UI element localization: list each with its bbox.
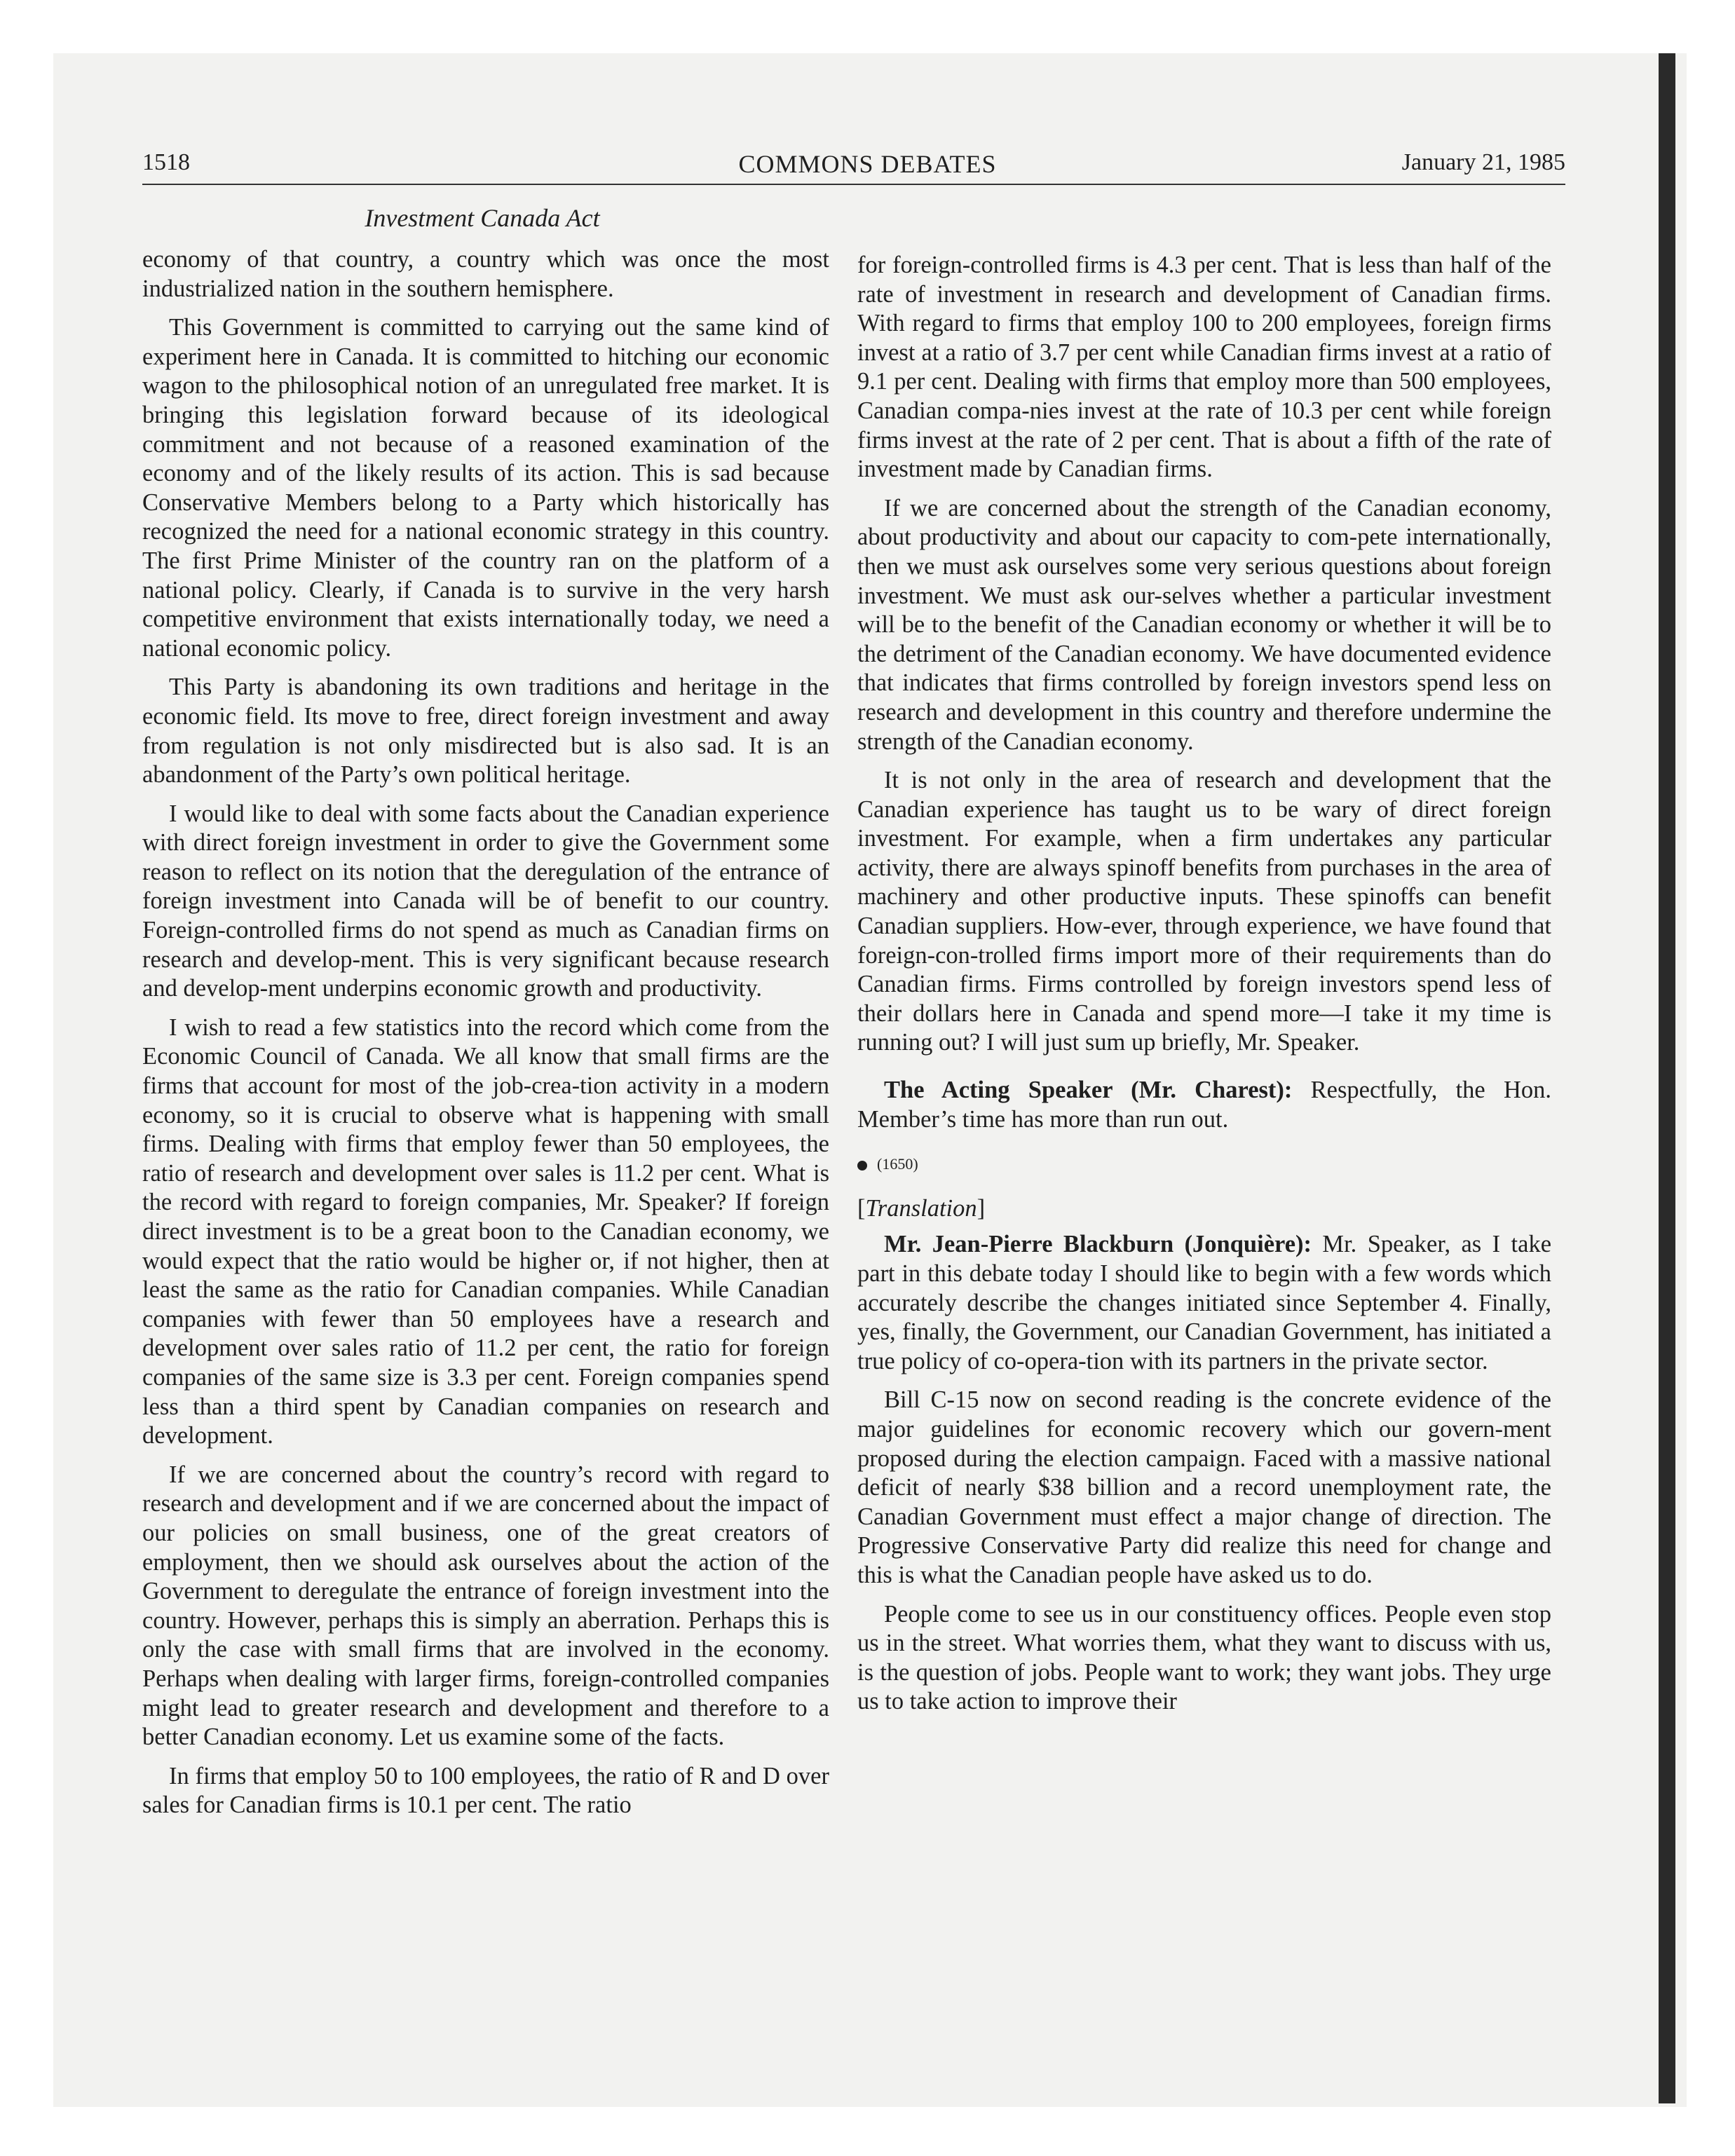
page-number: 1518 — [142, 149, 190, 175]
paragraph: If we are concerned about the country’s record with regard to research and development and if we are concerned about the impact of our policies on small business, one of the great creators of employment, then we should ask ourselves about the action of the Government to deregulate the entrance of foreign investment into the country. However, perhaps this is simply an aberration. Perhaps this is only the case with small firms that are involved in the economy. Perhaps when dealing with larger firms, foreign-controlled companies might lead to greater research and development and therefore to a better Canadian economy. Let us examine some of the facts. — [142, 1461, 829, 1751]
publication-title: COMMONS DEBATES — [738, 150, 997, 178]
paragraph: It is not only in the area of research and development that the Canadian experience has taught us to be wary of direct foreign investment. For example, when a firm undertakes any particular activity, there are always spinoff benefits from purchases in the area of machinery and other productive inputs. These spinoffs can benefit Canadian suppliers. How-ever, through experience, we have found that foreign-con-trolled firms import more of their requirements than do Canadian firms. Firms controlled by foreign investors spend less of their dollars here in Canada and spend more—I take it my time is running out? I will just sum up briefly, Mr. Speaker. — [857, 767, 1551, 1056]
time-marker-label: (1650) — [877, 1155, 918, 1173]
speaker-name: Mr. Jean-Pierre Blackburn (Jonquière): — [884, 1231, 1312, 1258]
paragraph: This Party is abandoning its own traditions and heritage in the economic field. Its move to free, direct foreign investment and away from regulation is not only misdirected but is also sad. It is an abandonment of the Party’s own political heritage. — [142, 674, 829, 789]
publication-date: January 21, 1985 — [1401, 149, 1565, 175]
translation-label: [Translation] — [857, 1194, 986, 1222]
paragraph: People come to see us in our constituency offices. People even stop us in the street. What worries them, what they want to discuss with us, is the question of jobs. People want to work; they want jobs. They urge us to take action to improve their — [857, 1600, 1551, 1715]
translation-label-text: Translation — [865, 1194, 977, 1222]
paragraph: I wish to read a few statistics into the record which come from the Economic Council of Canada. We all know that small firms are the firms that account for most of the job-crea-tion activity in a modern economy, so it is crucial to observe what is happening with small firms. Dealing with firms that employ fewer than 50 employees, the ratio of research and development over sales is 11.2 per cent. What is the record with regard to foreign companies, Mr. Speaker? If foreign direct investment is to be a great boon to the Canadian economy, we would expect that the ratio would be higher or, if not higher, then at least the same as the ratio for Canadian companies. While Canadian companies with fewer than 50 employees have a research and development over sales ratio of 11.2 per cent, the ratio for foreign companies of the same size is 3.3 per cent. Foreign companies spend less than a third spent by Canadian companies on research and development. — [142, 1014, 829, 1449]
speech-text: Mr. Speaker, as I take part in this debate today I should like to begin with a few words which accurately describe the changes initiated since September 4. Finally, yes, finally, the Government, our Canadian Government, has initiated a true policy of co-opera-tion with its partners in the private sector. — [857, 1231, 1552, 1374]
paragraph: In firms that employ 50 to 100 employees, the ratio of R and D over sales for Canadian firms is 10.1 per cent. The ratio — [142, 1762, 829, 1819]
speech-acting-speaker — [857, 1076, 1551, 1134]
paragraph: Bill C-15 now on second reading is the concrete evidence of the major guidelines for economic recovery which our govern-ment proposed during the election campaign. Faced with a massive national deficit of nearly $38 billion and a record unemployment rate, the Canadian Government must effect a major change of direction. The Progressive Conservative Party did realize this need for change and this is what the Canadian people have asked us to do. — [857, 1386, 1551, 1588]
left-column — [142, 245, 829, 1830]
speech-blackburn — [857, 1230, 1551, 1376]
paragraph: If we are concerned about the strength of the Canadian economy, about productivity and about our capacity to com-pete internationally, then we must ask ourselves some very serious questions about foreign investment. We must ask our-selves whether a particular investment will be to the benefit of the Canadian economy or whether it will be to the detriment of the Canadian economy. We have documented evidence that indicates that firms controlled by foreign investors spend less on research and development in this country and therefore undermine the strength of the Canadian economy. — [857, 494, 1551, 755]
paragraph: I would like to deal with some facts about the Canadian experience with direct foreign investment in order to give the Government some reason to reflect on its notion that the deregulation of the entrance of foreign investment into Canada will be of benefit to our country. Foreign-controlled firms do not spend as much as Canadian firms on research and develop-ment. This is very significant because research and develop-ment underpins economic growth and productivity. — [142, 800, 829, 1002]
speaker-name: The Acting Speaker (Mr. Charest): — [884, 1077, 1293, 1104]
bullet-icon — [857, 1161, 867, 1171]
speech-text: Respectfully, the Hon. Member’s time has more than run out. — [857, 1077, 1551, 1133]
right-column — [857, 251, 1551, 1726]
scan-edge-bar — [1659, 53, 1675, 2103]
paragraph: economy of that country, a country which was once the most industrialized nation in the southern hemisphere. — [142, 246, 829, 302]
paragraph: for foreign-controlled firms is 4.3 per cent. That is less than half of the rate of investment in research and development of Canadian firms. With regard to firms that employ 100 to 200 employees, foreign firms invest at a ratio of 3.7 per cent while Canadian firms invest at a ratio of 9.1 per cent. Dealing with firms that employ more than 500 employees, Canadian compa-nies invest at the rate of 10.3 per cent while foreign firms invest at the rate of 2 per cent. That is about a fifth of the rate of investment made by Canadian firms. — [857, 252, 1551, 483]
header-rule — [142, 184, 1565, 185]
paragraph: This Government is committed to carrying out the same kind of experiment here in Canada. It is committed to hitching our economic wagon to the philosophical notion of an unregulated free market. It is bringing this legislation forward because of its ideological commitment and not because of a reasoned examination of the economy and of the likely results of its action. This is sad because Conservative Members belong to a Party which historically has recognized the need for a national economic strategy in this country. The first Prime Minister of the country ran on the platform of a national policy. Clearly, if Canada is to survive in the very harsh competitive environment that exists internationally today, we need a national economic policy. — [142, 314, 829, 662]
time-marker — [857, 1149, 1551, 1179]
section-subject: Investment Canada Act — [365, 204, 600, 232]
